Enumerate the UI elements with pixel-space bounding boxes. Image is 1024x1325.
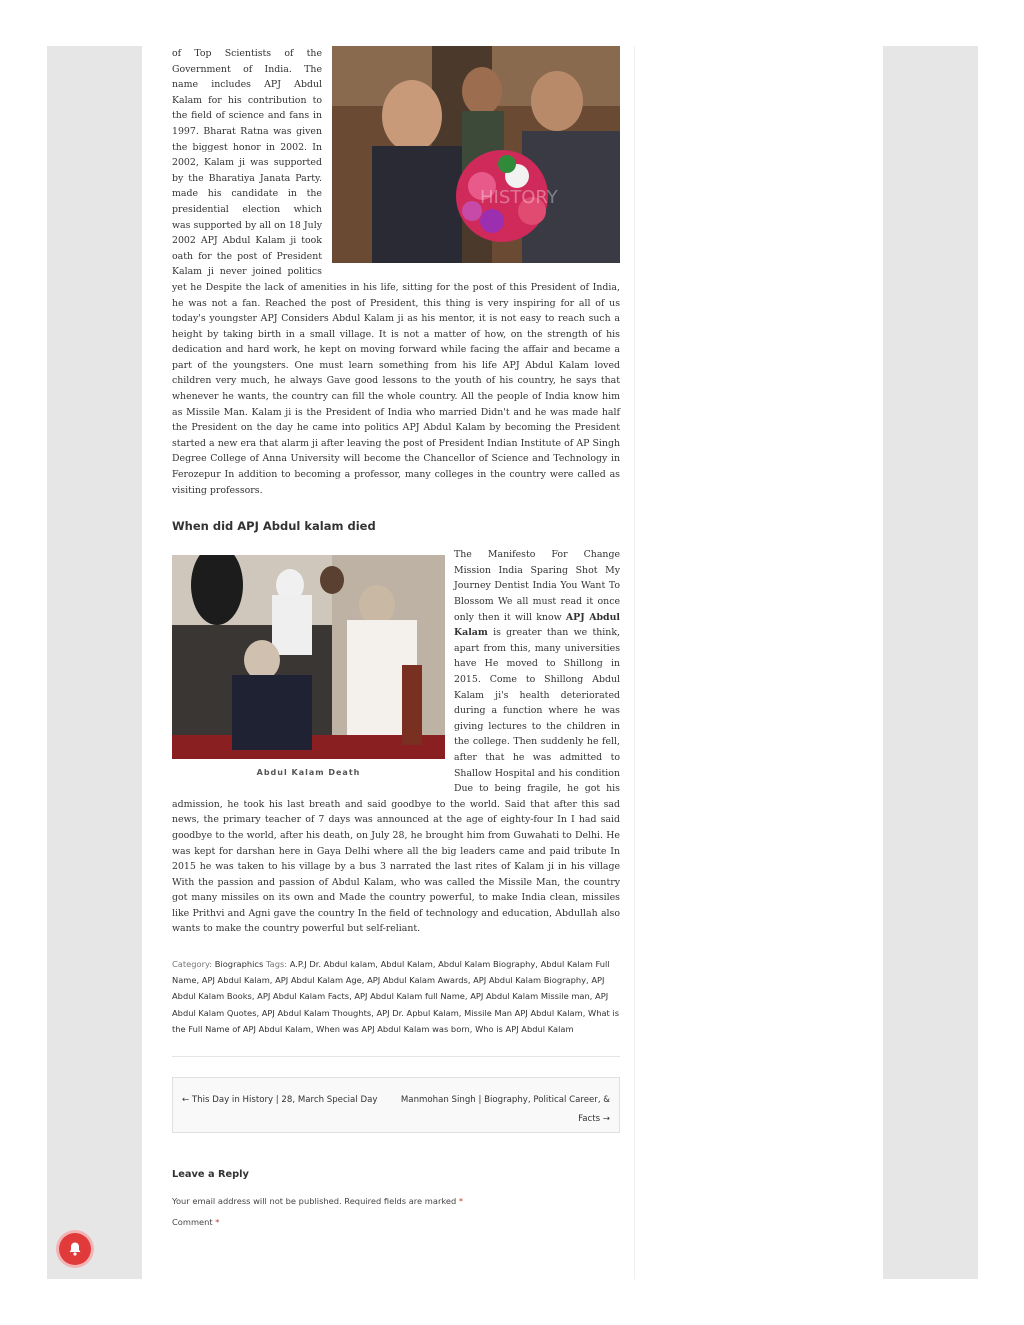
tag-link[interactable]: APJ Dr. Apbul Kalam [376, 1007, 459, 1018]
photo-caption: Abdul Kalam Death [256, 768, 361, 778]
tag-link[interactable]: When was APJ Abdul Kalam was born [316, 1023, 470, 1034]
comment-label-text: Comment [172, 1217, 213, 1228]
article-content [172, 46, 620, 1227]
tag-link[interactable]: Missile Man APJ Abdul Kalam [464, 1007, 583, 1018]
kalam-vajpayee-photo [332, 46, 620, 263]
post-meta [172, 937, 620, 1057]
left-gutter [47, 46, 142, 1279]
tag-link[interactable]: Who is APJ Abdul Kalam [475, 1023, 574, 1034]
article-intro-text: of Top Scientists of the Government of India. The name includes APJ Abdul Kalam for his contribution to the field of science and fans in 1997. Bharat Ratna was given the biggest honor in 2002. In 2002, Kalam ji was supported by the Bharatiya Janata Party. made his candidate in the presidential election which was supported by all on 18 July 2002 APJ Abdul Kalam ji took oath for the post of President Kalam ji never joined politics yet he Despite the lack of amenities in his life, sitting for the post of this President of India, he was not a fan. Reached the post of President, this thing is very inspiring for all of us today's youngster APJ Considers Abdul Kalam ji as his mentor, it is not easy to reach such a height by taking birth in a small village. It is not a matter of how, on the strength of his dedication and hard work, he kept on moving forward while facing the affair and became a part of the youngsters. One must learn something from his life APJ Abdul Kalam loved children very much, he always Gave good lessons to the youth of his country, he says that whenever he wants, the country can fill the whole country. All the people of India know him as Missile Man. Kalam ji is the President of India who married Didn't and he was made half the President on the day he came into politics APJ Abdul Kalam by becoming the President started a new era that alarm ji after leaving the post of President Indian Institute of AP Singh Degree College of Anna University will become the Chancellor of Science and Technology in Ferozepur In addition to becoming a professor, many colleges in the country were called as visiting professors. [172, 48, 620, 496]
tag-link[interactable]: APJ Abdul Kalam Awards [367, 975, 468, 986]
right-gutter [883, 46, 978, 1279]
section-heading: When did APJ Abdul kalam died [172, 519, 376, 534]
tag-link[interactable]: APJ Abdul Kalam [201, 975, 270, 986]
death-text-bold: APJ Abdul Kalam [454, 611, 620, 639]
tag-link[interactable]: APJ Abdul Kalam Biography [473, 975, 587, 986]
tag-link[interactable]: APJ Abdul Kalam Quotes [172, 991, 609, 1018]
comment-notes [172, 1196, 620, 1206]
tag-link[interactable]: What is the Full Name of APJ Abdul Kalam [172, 1007, 620, 1034]
tag-link[interactable]: APJ Abdul Kalam Thoughts [261, 1007, 372, 1018]
comment-label [172, 1217, 620, 1227]
tag-link[interactable]: APJ Abdul Kalam Age [275, 975, 362, 986]
notification-bell-button[interactable] [59, 1233, 91, 1265]
death-text-rest: is greater than we think, apart from this, many universities have He moved to Shillong in 2015. Come to Shillong Abdul Kalam ji's health deteriorated during a function where he was giving lectures to the children in the college. Then suddenly he fell, after that he was admitted to Shallow Hospital and his condition Due to being fragile, he got his admission, he took his last breath and said goodbye to the world. Said that after this sad news, the primary teacher of 7 days was announced at the age of eighty-four In I had said goodbye to the world, after his death, on July 28, he brought him from Guwahati to Delhi. He was kept for darshan here in Gaya Delhi where all the big leaders came and paid tribute In 2015 he was taken to his village by a bus 3 narrated the last rites of Kalam ji in his village With the passion and passion of Abdul Kalam, who was called the Missile Man, the country got many missiles on its own and Made the country powerful, to make India clean, missiles like Prithvi and Agni gave the country In the field of technology and education, Abdullah also wants to make the country powerful but self-reliant. [172, 627, 620, 935]
category-label: Category: [172, 959, 213, 970]
category-link[interactable]: Biographics [214, 959, 264, 970]
photo-watermark: HISTORY [480, 187, 558, 208]
post-navigation [172, 1077, 620, 1133]
kalam-death-figure [172, 555, 445, 777]
tag-link[interactable]: APJ Abdul Kalam Books [172, 975, 605, 1002]
required-mark: * [215, 1217, 220, 1228]
bell-icon [67, 1241, 83, 1257]
tags-list: A.P.J Dr. Abdul kalam, Abdul Kalam, Abdul Kalam Biography, Abdul Kalam Full Name, APJ Abdul Kalam, APJ Abdul Kalam Age, APJ Abdul Kalam Awards, APJ Abdul Kalam Biography, APJ Abdul Kalam Books, APJ Abdul Kalam Facts, APJ Abdul Kalam full Name, APJ Abdul Kalam Missile man, APJ Abdul Kalam Quotes, APJ Abdul Kalam Thoughts, APJ Dr. Apbul Kalam, Missile Man APJ Abdul Kalam, What is the Full Name of APJ Abdul Kalam, When was APJ Abdul Kalam was born, Who is APJ Abdul Kalam [172, 959, 620, 1034]
tag-link[interactable]: Abdul Kalam [380, 959, 433, 970]
required-mark: * [458, 1196, 464, 1207]
tag-link[interactable]: Abdul Kalam Full Name [172, 959, 610, 986]
tag-link[interactable]: APJ Abdul Kalam Missile man [470, 991, 590, 1002]
tag-link[interactable]: APJ Abdul Kalam full Name [354, 991, 465, 1002]
next-post-link[interactable]: Manmohan Singh | Biography, Political Career, & Facts → [400, 1095, 610, 1125]
comment-notes-text: Your email address will not be published. Required fields are marked [172, 1196, 457, 1207]
sidebar-divider [634, 46, 635, 1279]
previous-post-link[interactable]: ← This Day in History | 28, March Special Day [182, 1095, 378, 1106]
tag-link[interactable]: APJ Abdul Kalam Facts [257, 991, 350, 1002]
death-text-start: The Manifesto For Change Mission India Sparing Shot My Journey Dentist India You Want To Blossom We all must read it once only then it will know [454, 549, 620, 623]
tag-link[interactable]: Abdul Kalam Biography [438, 959, 536, 970]
reply-title: Leave a Reply [172, 1169, 249, 1181]
tag-link[interactable]: A.P.J Dr. Abdul kalam [289, 959, 376, 970]
tags-label: Tags: [265, 959, 288, 970]
kalam-death-photo [172, 555, 445, 759]
